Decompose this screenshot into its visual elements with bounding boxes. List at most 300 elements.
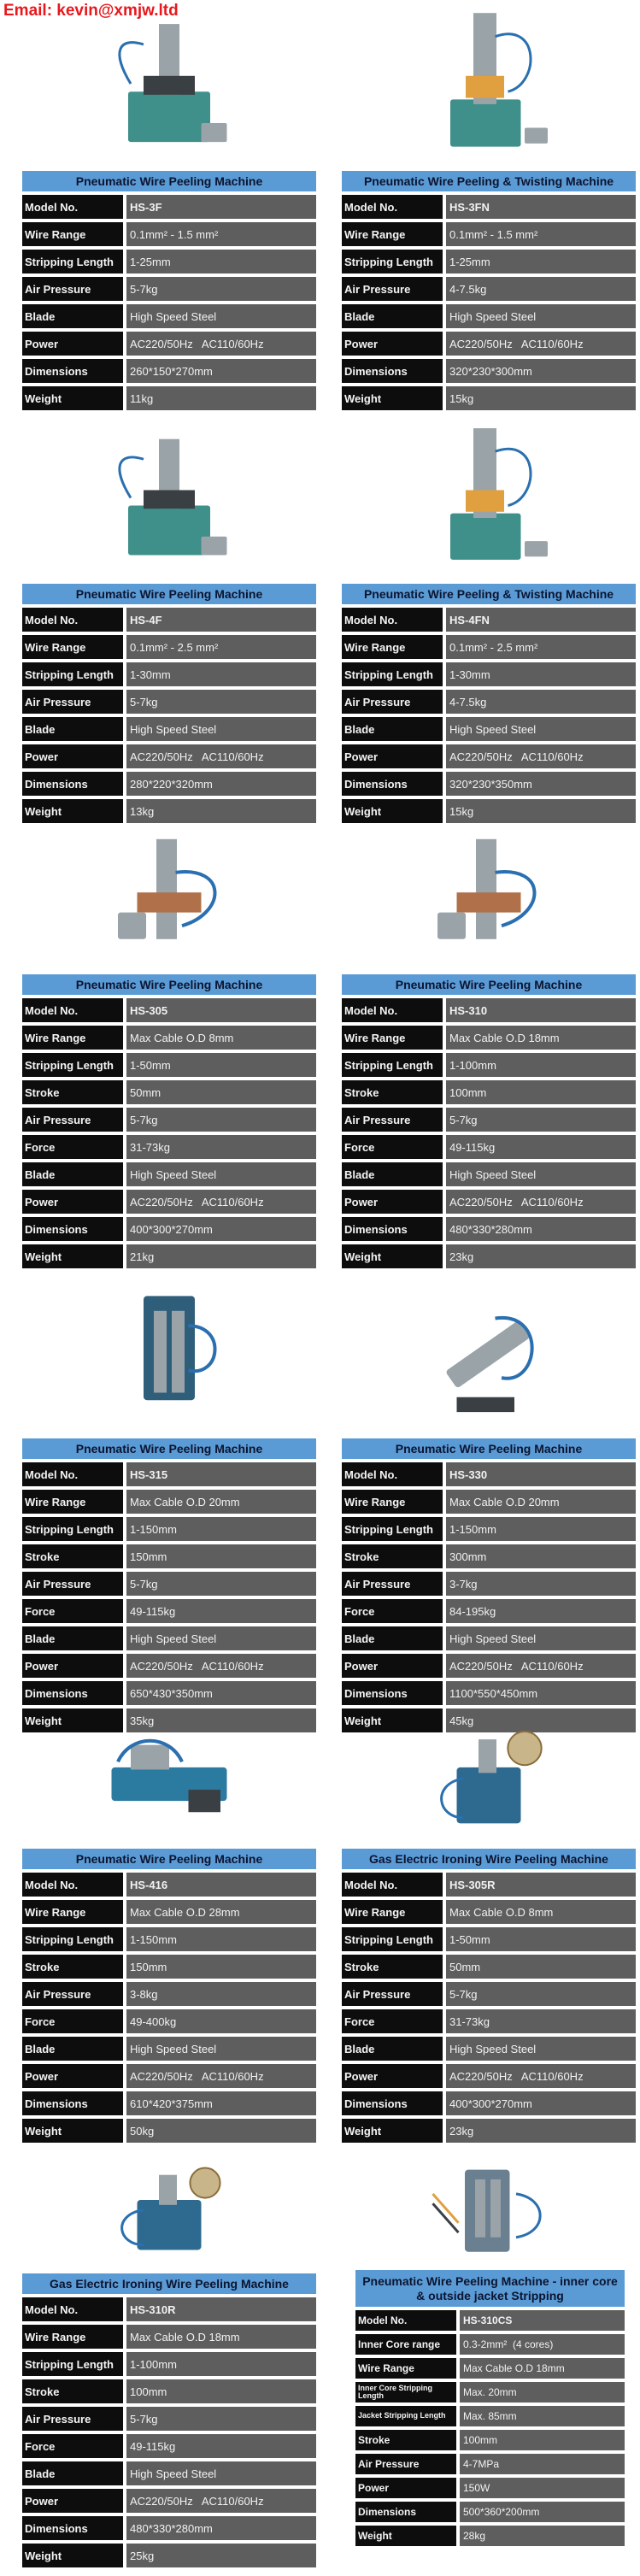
spec-label: Stroke (22, 2379, 123, 2403)
spec-row (22, 690, 316, 714)
spec-value: High Speed Steel (126, 304, 316, 328)
spec-label: Force (22, 2434, 123, 2458)
spec-row (22, 2489, 316, 2513)
spec-label: Blade (342, 717, 443, 741)
spec-label: Weight (342, 2119, 443, 2143)
spec-value: HS-4FN (446, 608, 636, 632)
spec-row (22, 2037, 316, 2061)
spec-value: 150mm (126, 1544, 316, 1568)
spec-value: 150W (460, 2478, 625, 2498)
spec-row (355, 2334, 625, 2355)
spec-label: Stripping Length (22, 662, 123, 686)
product-card (22, 415, 316, 823)
product-card (22, 1723, 316, 2143)
spec-row (342, 2064, 636, 2088)
spec-value: AC220/50Hz AC110/60Hz (446, 2064, 636, 2088)
spec-label: Weight (355, 2526, 456, 2546)
spec-label: Dimensions (22, 359, 123, 383)
spec-value: 3-8kg (126, 1982, 316, 2006)
spec-value: Max Cable O.D 18mm (446, 1026, 636, 1050)
spec-value: 150mm (126, 1955, 316, 1979)
spec-value: 1-25mm (126, 250, 316, 273)
spec-label: Weight (22, 799, 123, 823)
spec-label: Weight (342, 1709, 443, 1732)
spec-label: Model No. (22, 998, 123, 1022)
spec-value: AC220/50Hz AC110/60Hz (446, 1654, 636, 1678)
spec-label: Dimensions (22, 2091, 123, 2115)
spec-row (342, 2119, 636, 2143)
spec-row (355, 2526, 625, 2546)
spec-row (342, 744, 636, 768)
spec-row (22, 1955, 316, 1979)
spec-label: Air Pressure (355, 2454, 456, 2474)
spec-value: 1-50mm (446, 1927, 636, 1951)
machine-illustration (426, 2165, 555, 2266)
spec-value: AC220/50Hz AC110/60Hz (126, 332, 316, 356)
spec-row (22, 1572, 316, 1596)
machine-illustration (425, 421, 553, 579)
spec-label: Wire Range (22, 1900, 123, 1924)
spec-label: Weight (342, 1244, 443, 1268)
spec-row (22, 1244, 316, 1268)
spec-row (342, 717, 636, 741)
spec-value: 320*230*350mm (446, 772, 636, 796)
spec-value: HS-3FN (446, 195, 636, 219)
spec-label: Stroke (355, 2430, 456, 2450)
product-card (22, 827, 316, 1268)
spec-label: Weight (22, 2119, 123, 2143)
spec-value: High Speed Steel (446, 2037, 636, 2061)
machine-illustration (105, 2165, 233, 2269)
spec-label: Power (355, 2478, 456, 2498)
spec-row (22, 717, 316, 741)
spec-label: Wire Range (355, 2358, 456, 2379)
machine-illustration (105, 5, 233, 167)
spec-row (342, 1053, 636, 1077)
spec-value: 21kg (126, 1244, 316, 1268)
spec-row (342, 1108, 636, 1132)
spec-row (342, 1654, 636, 1678)
spec-row (342, 1462, 636, 1486)
spec-value: 45kg (446, 1709, 636, 1732)
spec-label: Air Pressure (342, 1572, 443, 1596)
spec-label: Dimensions (22, 1217, 123, 1241)
spec-label: Model No. (22, 2297, 123, 2321)
spec-label: Air Pressure (22, 1572, 123, 1596)
spec-row (342, 1681, 636, 1705)
product-image (22, 1276, 316, 1438)
spec-row (22, 2119, 316, 2143)
spec-label: Stripping Length (342, 1053, 443, 1077)
spec-value: 84-195kg (446, 1599, 636, 1623)
spec-value: 1-30mm (446, 662, 636, 686)
spec-value: 49-115kg (446, 1135, 636, 1159)
product-card (342, 827, 636, 1268)
spec-label: Blade (22, 717, 123, 741)
spec-value: Max Cable O.D 20mm (446, 1490, 636, 1514)
spec-value: Max. 20mm (460, 2382, 625, 2403)
spec-label: Air Pressure (22, 690, 123, 714)
spec-label: Dimensions (355, 2502, 456, 2522)
spec-label: Power (342, 332, 443, 356)
spec-value: 1-150mm (126, 1927, 316, 1951)
spec-label: Power (22, 332, 123, 356)
spec-label: Wire Range (342, 222, 443, 246)
spec-value: 15kg (446, 386, 636, 410)
spec-label: Blade (342, 1162, 443, 1186)
spec-row (22, 1490, 316, 1514)
spec-value: Max Cable O.D 18mm (126, 2325, 316, 2349)
spec-row (22, 1026, 316, 1050)
spec-label: Wire Range (342, 1026, 443, 1050)
spec-row (342, 1162, 636, 1186)
spec-label: Wire Range (22, 1026, 123, 1050)
spec-row (342, 1135, 636, 1159)
spec-row (342, 1927, 636, 1951)
spec-label: Air Pressure (22, 2407, 123, 2431)
spec-value: 5-7kg (126, 1572, 316, 1596)
product-title: Pneumatic Wire Peeling Machine (22, 171, 316, 191)
spec-row (355, 2382, 625, 2403)
spec-label: Power (342, 744, 443, 768)
spec-label: Air Pressure (342, 1108, 443, 1132)
spec-label: Force (342, 1599, 443, 1623)
spec-label: Dimensions (342, 2091, 443, 2115)
spec-label: Dimensions (22, 1681, 123, 1705)
spec-value: 49-115kg (126, 2434, 316, 2458)
spec-value: 4-7.5kg (446, 277, 636, 301)
spec-label: Model No. (22, 195, 123, 219)
spec-value: HS-315 (126, 1462, 316, 1486)
spec-row (22, 386, 316, 410)
spec-label: Stripping Length (22, 1053, 123, 1077)
spec-label: Blade (22, 2037, 123, 2061)
spec-label: Dimensions (342, 1681, 443, 1705)
product-title: Pneumatic Wire Peeling Machine (22, 974, 316, 995)
product-title: Pneumatic Wire Peeling & Twisting Machine (342, 584, 636, 604)
spec-value: 49-115kg (126, 1599, 316, 1623)
spec-value: 300mm (446, 1544, 636, 1568)
spec-label: Stroke (342, 1955, 443, 1979)
spec-row (22, 1900, 316, 1924)
spec-label: Power (342, 2064, 443, 2088)
product-image (22, 2160, 316, 2273)
spec-value: 1-150mm (446, 1517, 636, 1541)
spec-value: HS-310CS (460, 2310, 625, 2331)
machine-illustration (105, 1728, 233, 1844)
spec-label: Inner Core range (355, 2334, 456, 2355)
product-title: Gas Electric Ironing Wire Peeling Machine (22, 2273, 316, 2294)
spec-label: Force (22, 1599, 123, 1623)
spec-row (342, 662, 636, 686)
spec-row (342, 1873, 636, 1897)
spec-row (342, 799, 636, 823)
spec-label: Blade (342, 1626, 443, 1650)
product-image (342, 827, 636, 974)
spec-value: 400*300*270mm (126, 1217, 316, 1241)
spec-label: Stroke (22, 1080, 123, 1104)
spec-row (342, 2009, 636, 2033)
product-image (22, 827, 316, 974)
spec-row (342, 1599, 636, 1623)
spec-label: Model No. (342, 998, 443, 1022)
spec-row (355, 2454, 625, 2474)
spec-label: Power (22, 1190, 123, 1214)
spec-value: 0.3-2mm² (4 cores) (460, 2334, 625, 2355)
spec-value: 500*360*200mm (460, 2502, 625, 2522)
spec-row (22, 359, 316, 383)
spec-label: Stroke (22, 1955, 123, 1979)
machine-illustration (425, 1728, 553, 1844)
spec-label: Dimensions (342, 772, 443, 796)
spec-row (22, 250, 316, 273)
spec-value: High Speed Steel (446, 1162, 636, 1186)
spec-row (342, 1955, 636, 1979)
product-card (342, 0, 636, 410)
spec-row (355, 2406, 625, 2426)
spec-label: Weight (342, 799, 443, 823)
spec-value: HS-305R (446, 1873, 636, 1897)
spec-row (342, 1517, 636, 1541)
spec-value: High Speed Steel (126, 1626, 316, 1650)
spec-label: Force (22, 2009, 123, 2033)
spec-value: 5-7kg (126, 277, 316, 301)
spec-row (22, 2434, 316, 2458)
spec-value: High Speed Steel (126, 1162, 316, 1186)
spec-value: 3-7kg (446, 1572, 636, 1596)
spec-row (22, 662, 316, 686)
spec-value: HS-310R (126, 2297, 316, 2321)
spec-label: Air Pressure (22, 1982, 123, 2006)
spec-value: High Speed Steel (446, 304, 636, 328)
spec-row (355, 2502, 625, 2522)
spec-value: AC220/50Hz AC110/60Hz (446, 332, 636, 356)
spec-value: 50mm (126, 1080, 316, 1104)
spec-row (342, 1490, 636, 1514)
spec-label: Wire Range (342, 1900, 443, 1924)
spec-value: 400*300*270mm (446, 2091, 636, 2115)
spec-row (22, 799, 316, 823)
spec-value: 31-73kg (126, 1135, 316, 1159)
spec-value: AC220/50Hz AC110/60Hz (126, 1190, 316, 1214)
spec-label: Blade (22, 304, 123, 328)
spec-row (342, 1982, 636, 2006)
product-card (342, 1276, 636, 1732)
spec-row (342, 250, 636, 273)
spec-row (342, 1190, 636, 1214)
spec-row (22, 1654, 316, 1678)
product-card (22, 2160, 316, 2567)
spec-value: High Speed Steel (126, 2037, 316, 2061)
product-image (342, 415, 636, 584)
spec-value: 1-150mm (126, 1517, 316, 1541)
spec-value: HS-3F (126, 195, 316, 219)
spec-value: 35kg (126, 1709, 316, 1732)
spec-label: Model No. (355, 2310, 456, 2331)
spec-row (342, 2037, 636, 2061)
spec-row (342, 2091, 636, 2115)
spec-label: Blade (342, 304, 443, 328)
product-image (342, 1276, 636, 1438)
spec-label: Stripping Length (342, 1517, 443, 1541)
spec-label: Wire Range (22, 222, 123, 246)
spec-row (22, 1217, 316, 1241)
spec-label: Force (22, 1135, 123, 1159)
spec-row (22, 2461, 316, 2485)
spec-value: AC220/50Hz AC110/60Hz (126, 744, 316, 768)
spec-value: 23kg (446, 1244, 636, 1268)
spec-label: Power (22, 2489, 123, 2513)
product-card (355, 2160, 625, 2546)
spec-label: Dimensions (22, 772, 123, 796)
spec-value: Max Cable O.D 18mm (460, 2358, 625, 2379)
spec-value: 5-7kg (126, 690, 316, 714)
spec-label: Power (22, 1654, 123, 1678)
product-title: Pneumatic Wire Peeling & Twisting Machine (342, 171, 636, 191)
spec-label: Model No. (342, 1462, 443, 1486)
spec-value: 4-7MPa (460, 2454, 625, 2474)
spec-row (355, 2478, 625, 2498)
product-title: Pneumatic Wire Peeling Machine (342, 974, 636, 995)
spec-label: Model No. (342, 195, 443, 219)
spec-row (22, 2297, 316, 2321)
spec-row (342, 195, 636, 219)
spec-value: 5-7kg (446, 1982, 636, 2006)
spec-label: Weight (342, 386, 443, 410)
spec-label: Stroke (342, 1080, 443, 1104)
machine-illustration (105, 421, 233, 579)
spec-label: Wire Range (22, 1490, 123, 1514)
spec-row (22, 2009, 316, 2033)
spec-label: Weight (22, 386, 123, 410)
spec-row (342, 1026, 636, 1050)
spec-label: Model No. (22, 608, 123, 632)
spec-value: 280*220*320mm (126, 772, 316, 796)
product-title: Pneumatic Wire Peeling Machine (342, 1438, 636, 1459)
spec-label: Power (22, 744, 123, 768)
spec-value: Max Cable O.D 8mm (126, 1026, 316, 1050)
spec-row (22, 608, 316, 632)
spec-row (22, 635, 316, 659)
spec-value: 0.1mm² - 2.5 mm² (126, 635, 316, 659)
spec-label: Jacket Stripping Length (355, 2406, 456, 2426)
spec-value: 650*430*350mm (126, 1681, 316, 1705)
spec-value: 5-7kg (126, 1108, 316, 1132)
spec-row (342, 359, 636, 383)
spec-row (342, 1080, 636, 1104)
spec-value: 1-100mm (126, 2352, 316, 2376)
spec-label: Air Pressure (22, 1108, 123, 1132)
spec-label: Dimensions (342, 359, 443, 383)
spec-value: 0.1mm² - 2.5 mm² (446, 635, 636, 659)
spec-row (22, 222, 316, 246)
spec-value: AC220/50Hz AC110/60Hz (126, 1654, 316, 1678)
spec-row (342, 1626, 636, 1650)
spec-value: 5-7kg (446, 1108, 636, 1132)
spec-row (22, 2379, 316, 2403)
spec-value: Max Cable O.D 28mm (126, 1900, 316, 1924)
product-title: Pneumatic Wire Peeling Machine - inner core & outside jacket Stripping (355, 2270, 625, 2307)
spec-row (342, 277, 636, 301)
spec-label: Model No. (22, 1462, 123, 1486)
spec-value: 100mm (126, 2379, 316, 2403)
spec-row (22, 1982, 316, 2006)
spec-value: 5-7kg (126, 2407, 316, 2431)
spec-row (342, 304, 636, 328)
spec-value: 4-7.5kg (446, 690, 636, 714)
spec-value: High Speed Steel (446, 1626, 636, 1650)
spec-row (22, 1517, 316, 1541)
spec-value: 260*150*270mm (126, 359, 316, 383)
spec-label: Stripping Length (22, 1517, 123, 1541)
spec-label: Weight (22, 1709, 123, 1732)
product-title: Pneumatic Wire Peeling Machine (22, 1849, 316, 1869)
spec-row (342, 690, 636, 714)
product-image (22, 415, 316, 584)
spec-label: Wire Range (22, 635, 123, 659)
spec-value: 1100*550*450mm (446, 1681, 636, 1705)
spec-row (342, 1544, 636, 1568)
spec-value: 1-30mm (126, 662, 316, 686)
spec-value: High Speed Steel (126, 2461, 316, 2485)
spec-row (22, 1162, 316, 1186)
product-card (342, 1723, 636, 2143)
spec-label: Blade (22, 1162, 123, 1186)
spec-value: 100mm (446, 1080, 636, 1104)
spec-value: High Speed Steel (126, 717, 316, 741)
spec-label: Stripping Length (22, 250, 123, 273)
spec-row (22, 2091, 316, 2115)
spec-value: HS-305 (126, 998, 316, 1022)
spec-row (342, 635, 636, 659)
spec-row (22, 332, 316, 356)
spec-row (342, 1244, 636, 1268)
spec-label: Blade (342, 2037, 443, 2061)
spec-label: Model No. (342, 608, 443, 632)
product-card (342, 415, 636, 823)
product-image (342, 1723, 636, 1849)
spec-value: 50mm (446, 1955, 636, 1979)
spec-row (22, 772, 316, 796)
spec-label: Air Pressure (342, 1982, 443, 2006)
spec-value: 28kg (460, 2526, 625, 2546)
product-card (22, 1276, 316, 1732)
spec-value: 49-400kg (126, 2009, 316, 2033)
spec-label: Dimensions (342, 1217, 443, 1241)
spec-value: HS-330 (446, 1462, 636, 1486)
spec-row (355, 2358, 625, 2379)
spec-row (342, 222, 636, 246)
spec-label: Wire Range (342, 635, 443, 659)
spec-row (22, 1626, 316, 1650)
spec-label: Stripping Length (22, 1927, 123, 1951)
contact-email: Email: kevin@xmjw.ltd (3, 2, 179, 20)
spec-label: Stripping Length (342, 250, 443, 273)
spec-row (22, 1544, 316, 1568)
spec-row (22, 1599, 316, 1623)
spec-row (22, 2325, 316, 2349)
spec-row (355, 2430, 625, 2450)
spec-value: 0.1mm² - 1.5 mm² (446, 222, 636, 246)
spec-row (22, 2407, 316, 2431)
product-image (355, 2160, 625, 2270)
machine-illustration (425, 1281, 553, 1434)
spec-value: 25kg (126, 2544, 316, 2567)
spec-label: Stripping Length (342, 1927, 443, 1951)
spec-value: AC220/50Hz AC110/60Hz (446, 1190, 636, 1214)
spec-label: Blade (22, 1626, 123, 1650)
spec-row (22, 195, 316, 219)
